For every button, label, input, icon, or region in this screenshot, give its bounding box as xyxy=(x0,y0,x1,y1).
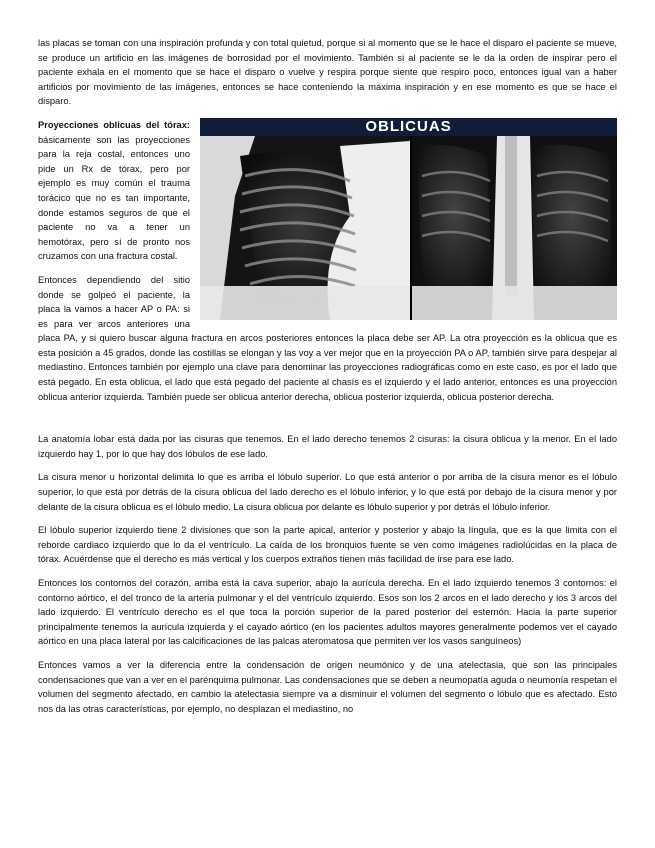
figure-banner: OBLICUAS xyxy=(200,118,617,136)
xray-left-image xyxy=(200,136,410,320)
paragraph-heart-contours: Entonces los contornos del corazón, arriba está la cava superior, abajo la aurícula derecha. En el lado izquierdo tenemos 3 contornos: el contorno aórtico, el del tronco de la arteria pulmonar y el del ventrículo izquierdo. Esos son los 2 arcos en el lado derecho y los 3 arcos del lado izquierdo. El ventrículo derecho es el que toca la porción superior de la pared posterior del esternón. Hacia la parte superior principalmente tenemos la aurícula izquierda y el cayado aórtico (en los pacientes adultos mayores generalmente podemos ver el cayado aórtico en una placa lateral por las calcificaciones de las palcas ateromatosa que permiten ver los vasos sanguíneos) xyxy=(38,578,617,647)
paragraph-condensation: Entonces vamos a ver la diferencia entre la condensación de origen neumónico y de una atelectasia, que son las principales condensaciones que van a ver en el parénquima pulmonar. Las condensaciones que se deben a neumopatía aguda o neumonía respetan el volumen del segmento afectado, en cambio la atelectasia siempre va a disminuir el volumen del segmento o lóbulo que es afectado. Esto nos da las otras características, por ejemplo, no desplazan el mediastino, no xyxy=(38,659,617,714)
document-page xyxy=(38,36,617,716)
oblique-body: básicamente son las proyecciones para la reja costal, entonces uno pide un Rx de tórax, pero por ejemplo es muy común el trauma torácico que no es tan importante, donde estamos seguros de que el paciente no va a tener un hemotórax, pero sí de pronto nos cruzamos con una fractura costal. xyxy=(38,134,190,262)
paragraph-minor-fissure: La cisura menor u horizontal delimita lo que es arriba el lóbulo superior. Lo que está anterior o por arriba de la cisura menor es el lóbulo superior, lo que está por detrás de la cisura oblicua del lado derecho es el lóbulo inferior, y lo que está por debajo de la cisura menor y por delante de la cisura oblicua es el lóbulo medio. La cisura oblicua por delante es lóbulo superior y por detrás el lóbulo inferior. xyxy=(38,472,617,512)
paragraph-ap-pa: Entonces dependiendo del sitio donde se golpeó el paciente, la placa la vamos a hacer AP o PA: si es para ver arcos anteriores una placa PA, y si quiero buscar alguna fractura en arcos posteriores entonces la placa debe ser AP. La otra proyección es la oblicua que es esta posición a 45 grados, donde las costillas se elongan y las voy a ver mejor que en la proyección PA o AP, también sirve para despejar al mediastino. Entonces también por ejemplo una clave para denominar las proyecciones radiográficas como en este caso, es por el lado que está pegado. En esta oblicua, el lado que está pegado del paciente al chasís es el izquierdo y el lado anterior, entonces es una proyección oblicua anterior izquierda. También puede ser oblicua anterior derecha, oblicua posterior izquierda, oblicua posterior derecha. xyxy=(38,274,617,402)
oblique-heading: Proyecciones oblicuas del tórax: xyxy=(38,119,190,130)
xray-right-image xyxy=(412,136,617,320)
paragraph-lobar-anatomy: La anatomía lobar está dada por las cisuras que tenemos. En el lado derecho tenemos 2 cisuras: la cisura oblicua y la menor. En el lado izquierdo hay 1, por lo que hay dos lóbulos de ese lado. xyxy=(38,434,617,459)
oblique-xray-figure xyxy=(200,118,617,320)
paragraph-left-upper-lobe: El lóbulo superior izquierdo tiene 2 divisiones que son la parte apical, anterior y posterior y abajo la língula, que es la que limita con el reborde cardiaco izquierdo que lo da el ventrículo. La caída de los bronquios fuente se ven como imágenes radiolúcidas en la placa de tórax. Acuérdense que el derecho es más vertical y los cuerpos extraños tienen más facilidad de irse para ese lado. xyxy=(38,525,617,565)
paragraph-inspiration: las placas se toman con una inspiración profunda y con total quietud, porque si al momento que se le hace el disparo el paciente se mueve, se produce un artificio en las imágenes de borrosidad por el movimiento. También si al paciente se le da la orden de inspirar pero el paciente exhala en el momento que se hace el disparo o vuelve y respira porque siente que respiro poco, entonces igual van a haber artificios por movimiento de las imágenes, entonces se hace conteniendo la máxima inspiración y en ese momento es que se hace el disparo. xyxy=(38,38,617,107)
